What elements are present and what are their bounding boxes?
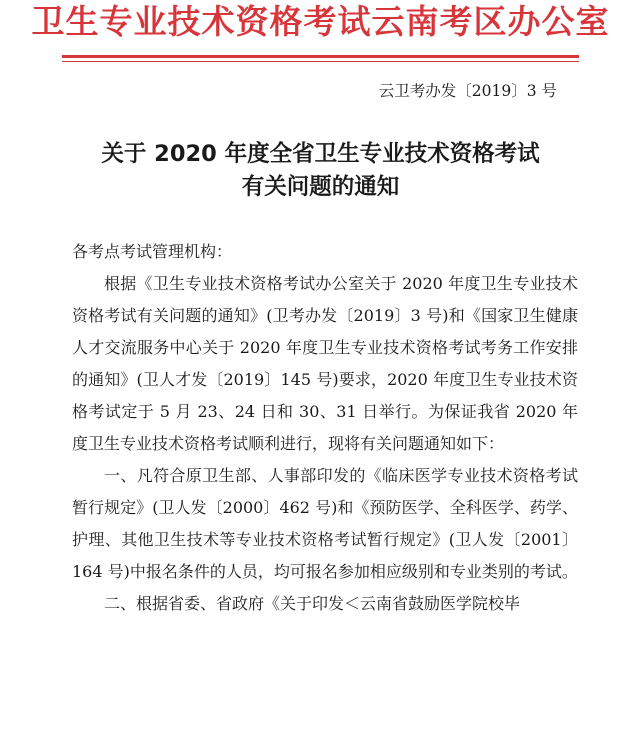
body-paragraph-2: 一、凡符合原卫生部、人事部印发的《临床医学专业技术资格考试暂行规定》(卫人发〔2000〕462 号)和《预防医学、全科医学、药学、护理、其他卫生技术等专业技术资格考试暂行规定》(卫人发〔2001〕164 号)中报名条件的人员，均可报名参加相应级别和专业类别的考试。 [72,466,578,581]
issuing-organization-header: 卫生专业技术资格考试云南考区办公室 [31,2,610,41]
document-body [72,236,578,620]
header-red-rule-thin [62,61,579,62]
header-red-rule-thick [62,55,579,58]
document-title-line-2: 有关问题的通知 [241,174,400,200]
document-number: 云卫考办发〔2019〕3 号 [378,82,557,100]
body-paragraph-3: 二、根据省委、省政府《关于印发＜云南省鼓励医学院校毕 [104,594,521,613]
document-title-line-1: 关于 2020 年度全省卫生专业技术资格考试 [101,141,540,167]
document-title [0,138,641,204]
body-paragraph-1: 根据《卫生专业技术资格考试办公室关于 2020 年度卫生专业技术资格考试有关问题的通知》(卫考办发〔2019〕3 号)和《国家卫生健康人才交流服务中心关于 2020 年度卫生专业技术资格考试考务工作安排的通知》(卫人才发〔2019〕145 号)要求，2020 年度卫生专业技术资格考试定于 5 月 23、24 日和 30、31 日举行。为保证我省 2020 年度卫生专业技术资格考试顺利进行，现将有关问题通知如下： [72,274,578,453]
salutation: 各考点考试管理机构： [72,242,233,261]
